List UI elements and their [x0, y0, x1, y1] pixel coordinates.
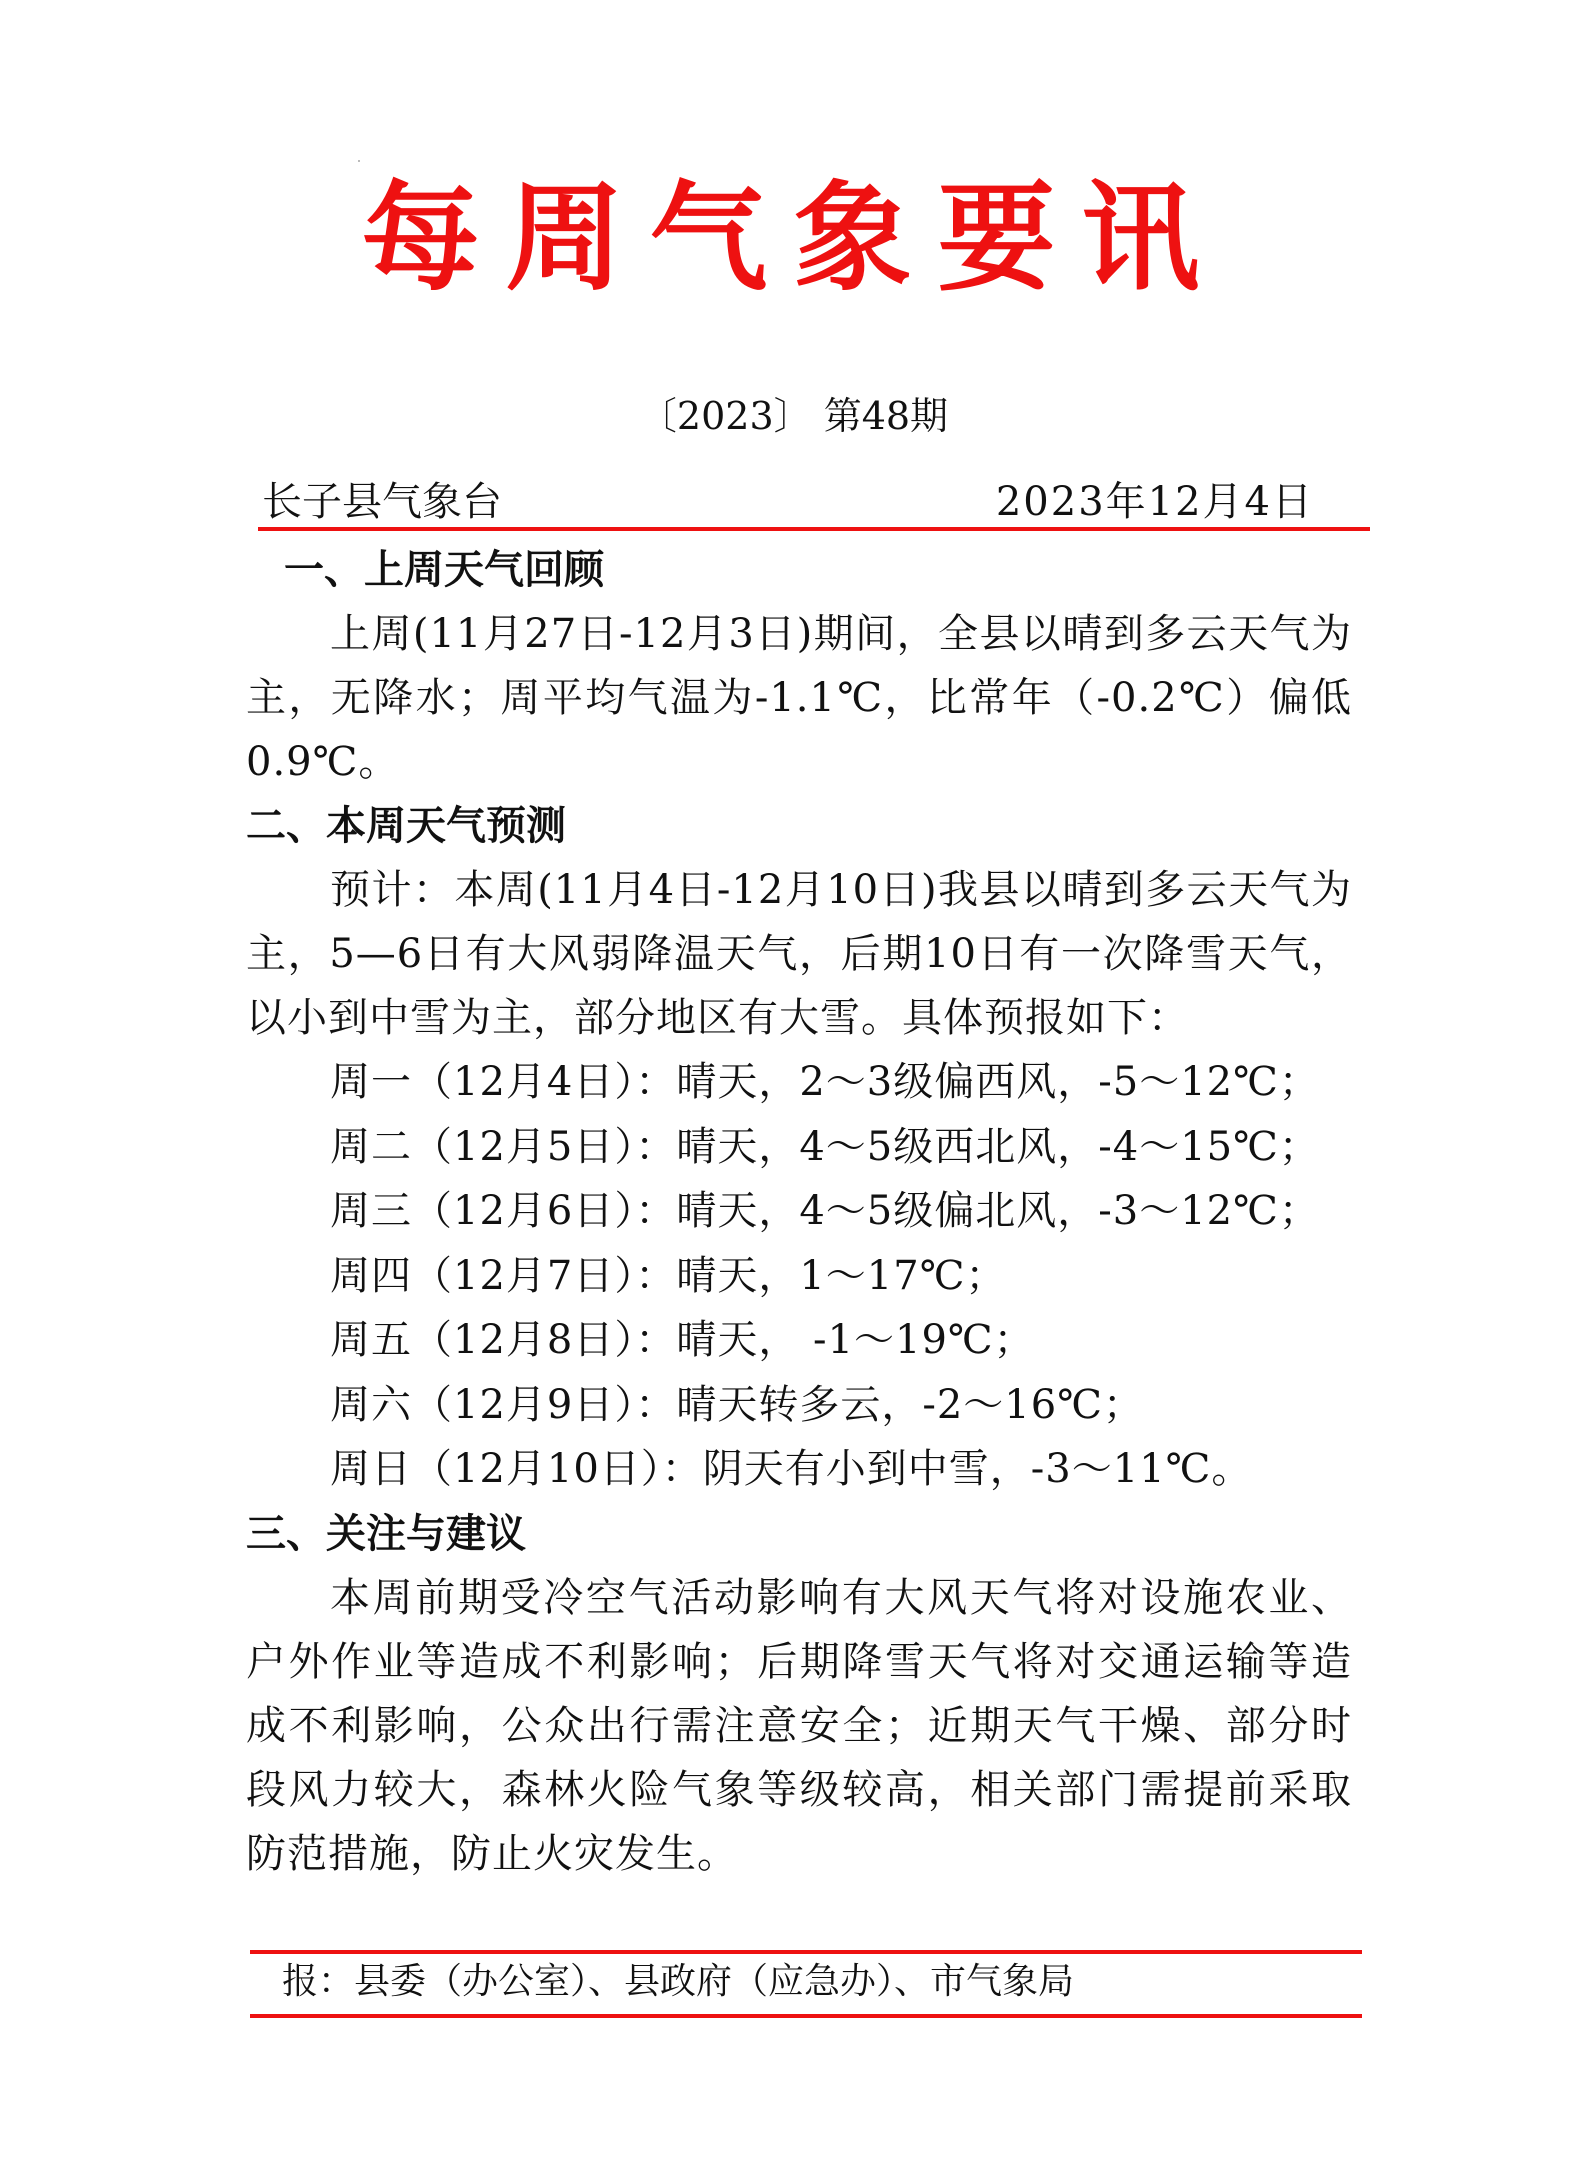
scan-speck [358, 160, 360, 162]
section-title-this-week: 二、本周天气预测 [246, 803, 566, 849]
forecast-summary: 预计：本周(11月4日-12月10日)我县以晴到多云天气为主，5—6日有大风弱降温天气，后期10日有一次降雪天气，以小到中雪为主，部分地区有大雪。具体预报如下： [246, 867, 1352, 1041]
forecast-friday: 周五（12月8日）：晴天， -1～19℃； [330, 1317, 1035, 1363]
forecast-wednesday: 周三（12月6日）：晴天，4～5级偏北风，-3～12℃； [330, 1188, 1320, 1234]
header-red-rule [258, 527, 1370, 531]
issue-date: 2023年12月4日 [995, 479, 1314, 525]
section-advice [246, 1502, 1352, 1886]
advice-text: 本周前期受冷空气活动影响有大风天气将对设施农业、户外作业等造成不利影响；后期降雪天气将对交通运输等造成不利影响，公众出行需注意安全；近期天气干燥、部分时段风力较大，森林火险气象等级较高，相关部门需提前采取防范措施，防止火灾发生。 [246, 1574, 1352, 1877]
distribution-list: 报：县委（办公室）、县政府（应急办）、市气象局 [282, 1961, 1075, 2002]
forecast-saturday: 周六（12月9日）：晴天转多云，-2～16℃； [330, 1381, 1144, 1428]
document-body [246, 538, 1352, 1886]
masthead-title: 每周气象要讯 [361, 168, 1226, 307]
daily-forecast-list [246, 1050, 1352, 1502]
forecast-sunday: 周日（12月10日）：阴天有小到中雪，-3～11℃。 [330, 1446, 1253, 1492]
issue-number: 〔2023〕 第48期 [638, 394, 949, 438]
section-title-last-week: 一、上周天气回顾 [284, 547, 604, 593]
footer-red-rule-bottom [250, 2014, 1362, 2018]
header-row [262, 472, 1314, 532]
last-week-summary: 上周(11月27日-12月3日)期间，全县以晴到多云天气为主，无降水；周平均气温为-1.1℃，比常年（-0.2℃）偏低0.9℃。 [246, 611, 1352, 785]
forecast-monday: 周一（12月4日）：晴天，2～3级偏西风，-5～12℃； [330, 1059, 1320, 1105]
issuing-organization: 长子县气象台 [262, 479, 502, 525]
section-this-week [246, 794, 1352, 1502]
forecast-tuesday: 周二（12月5日）：晴天，4～5级西北风，-4～15℃； [330, 1123, 1320, 1170]
section-title-advice: 三、关注与建议 [246, 1510, 526, 1557]
forecast-thursday: 周四（12月7日）：晴天，1～17℃； [330, 1252, 1007, 1299]
section-last-week [246, 538, 1352, 794]
